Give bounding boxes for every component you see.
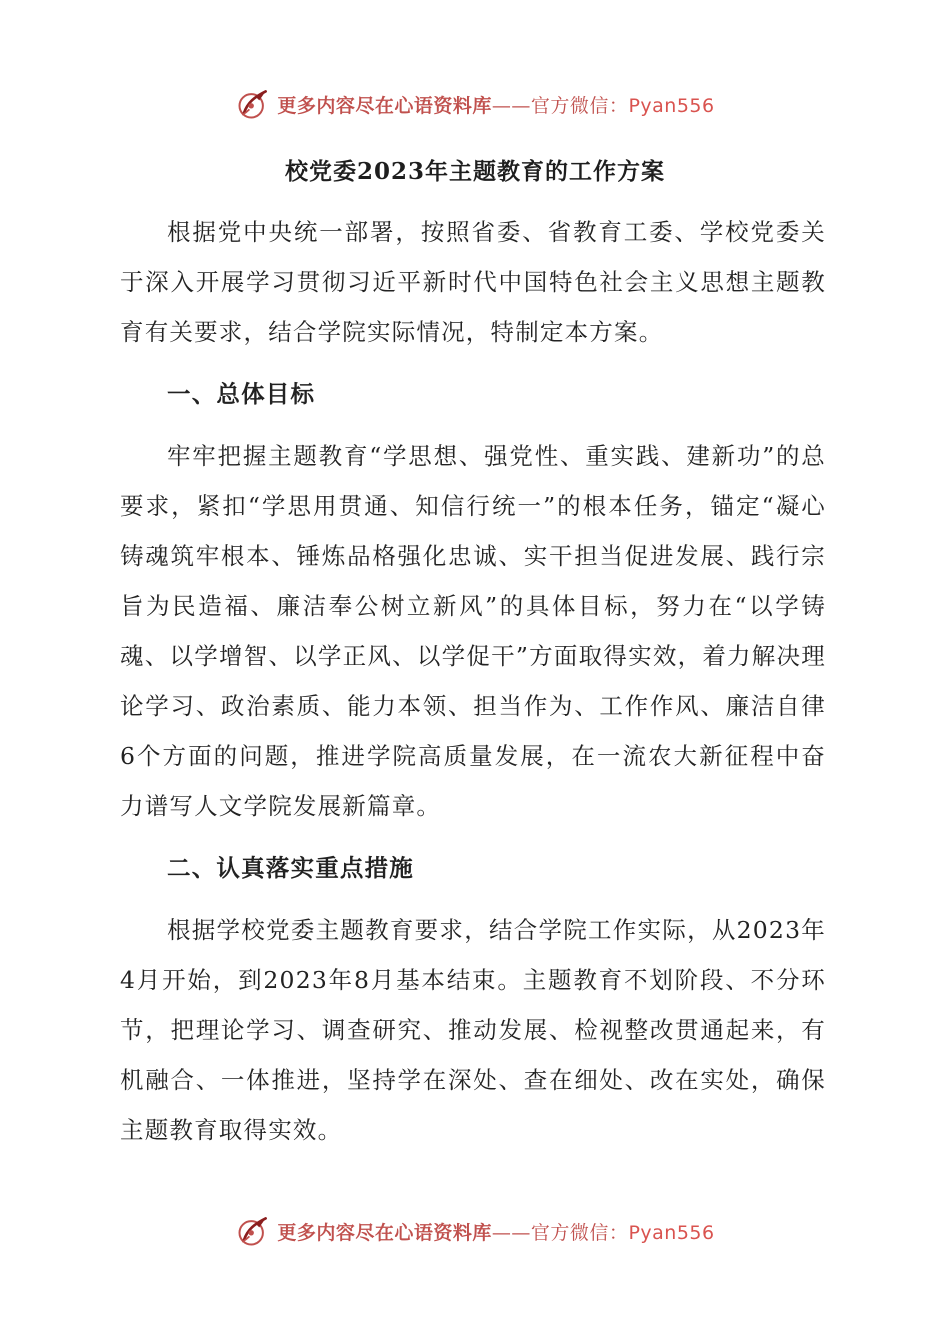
goals-paragraph: 牢牢把握主题教育“学思想、强党性、重实践、建新功”的总要求，紧扣“学思用贯通、知信行统一”的根本任务，锚定“凝心铸魂筑牢根本、锤炼品格强化忠诚、实干担当促进发展、践行宗旨为民造福、廉洁奉公树立新风”的具体目标，努力在“以学铸魂、以学增智、以学正风、以学促干”方面取得实效，着力解决理论学习、政治素质、能力本领、担当作为、工作作风、廉洁自律6个方面的问题，推进学院高质量发展，在一流农大新征程中奋力谱写人文学院发展新篇章。 — [120, 442, 826, 820]
header-watermark — [0, 84, 950, 124]
document-title: 校党委2023年主题教育的工作方案 — [284, 158, 665, 185]
section-heading-goals: 一、总体目标 — [167, 380, 316, 408]
watermark-text: 更多内容尽在心语资料库——官方微信：Pyan556 — [277, 94, 715, 117]
intro-paragraph: 根据党中央统一部署，按照省委、省教育工委、学校党委关于深入开展学习贯彻习近平新时代中国特色社会主义思想主题教育有关要求，结合学院实际情况，特制定本方案。 — [120, 218, 826, 346]
pen-nib-logo-icon — [235, 86, 271, 122]
pen-nib-logo-icon — [235, 1213, 271, 1249]
footer-watermark — [0, 1211, 950, 1251]
document-body — [120, 207, 826, 1155]
watermark-text: 更多内容尽在心语资料库——官方微信：Pyan556 — [277, 1221, 715, 1244]
measures-paragraph: 根据学校党委主题教育要求，结合学院工作实际，从2023年4月开始，到2023年8月基本结束。主题教育不划阶段、不分环节，把理论学习、调查研究、推动发展、检视整改贯通起来，有机融合、一体推进，坚持学在深处、查在细处、改在实处，确保主题教育取得实效。 — [120, 916, 826, 1144]
section-heading-measures: 二、认真落实重点措施 — [167, 854, 414, 882]
